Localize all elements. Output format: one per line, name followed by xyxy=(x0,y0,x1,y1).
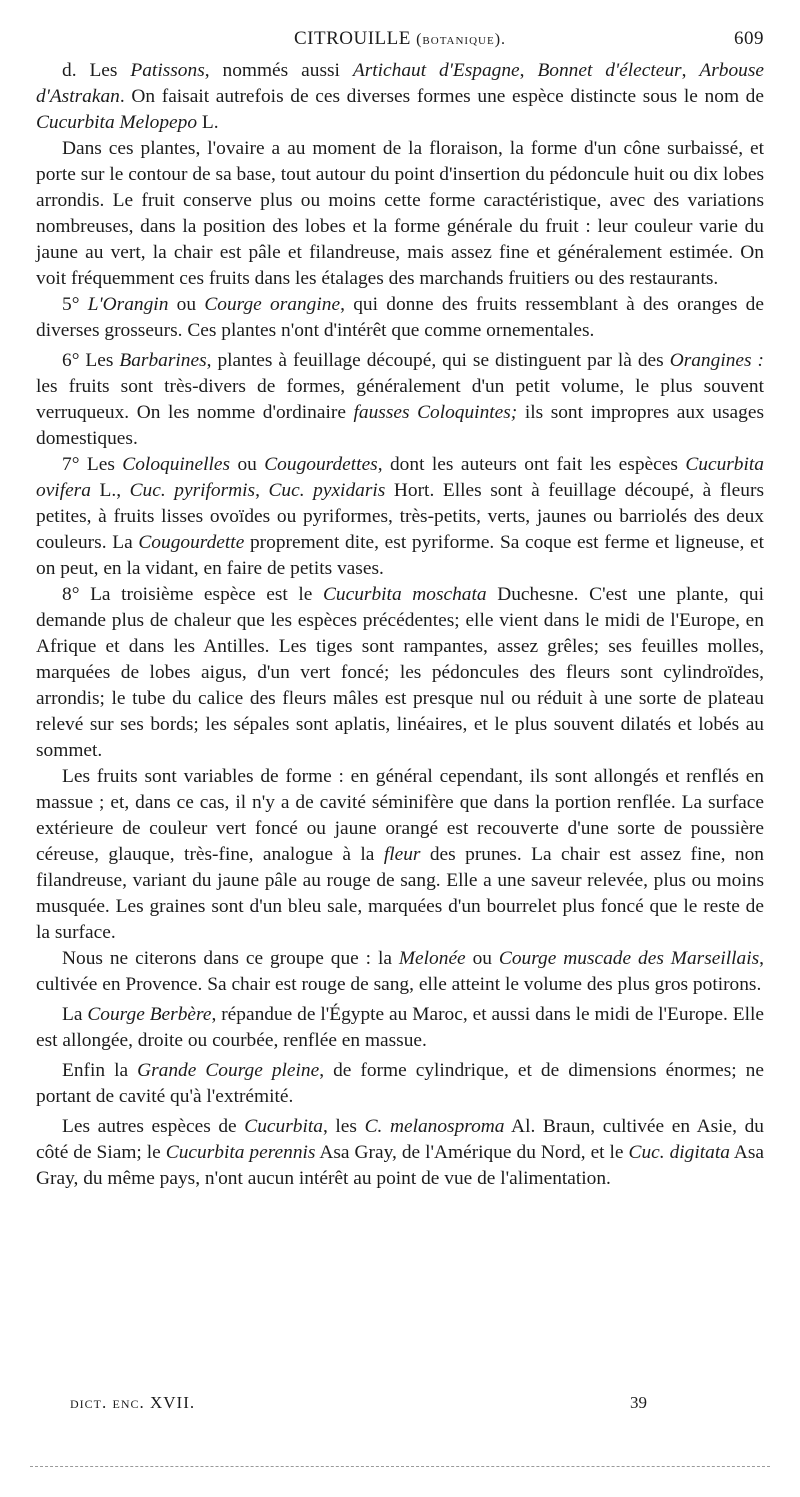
italic-term: Cougourdette xyxy=(138,532,245,553)
text-run: , dont les auteurs ont fait les espèces xyxy=(377,454,686,475)
text-run: Asa Gray, de l'Amérique du Nord, et le xyxy=(315,1142,629,1163)
text-run: Hort. Elles sont à feuillage découpé, à fleurs petites, à fruits lisses ovoïdes ou pyriformes, très-petits, verts, jaunes ou barriolés des deux couleurs. La xyxy=(36,480,764,553)
text-run: Nous ne citerons dans ce groupe que : la xyxy=(62,948,399,969)
text-run: , plantes à feuillage découpé, qui se distinguent par là des xyxy=(206,350,670,371)
italic-term: Courge muscade des Marseillais xyxy=(498,948,760,969)
paragraph-courge-berbere xyxy=(36,1002,764,1054)
signature-mark: dict. enc. XVII. xyxy=(70,1393,196,1412)
text-run: 7° Les xyxy=(62,454,123,475)
paragraph-autres-especes xyxy=(36,1114,764,1192)
text-run: La xyxy=(62,1004,88,1025)
paragraph-d-patissons xyxy=(36,58,764,136)
header-subtitle: (botanique). xyxy=(416,31,507,48)
header-title: CITROUILLE xyxy=(293,28,411,49)
italic-term: Bonnet d'électeur xyxy=(537,60,682,81)
page-number: 609 xyxy=(734,28,764,49)
text-run: L., xyxy=(90,480,130,501)
text-run: ou xyxy=(465,948,499,969)
text-run: Asa Gray, du même pays, n'ont aucun intérêt au point de vue de l'alimentation. xyxy=(36,1142,765,1189)
text-run: les fruits sont très-divers de formes, généralement d'un petit volume, le plus souvent verruqueux. On les nomme d'ordinaire xyxy=(36,376,764,423)
text-run: ils sont impropres aux usages domestiques. xyxy=(36,402,764,449)
text-run: , xyxy=(681,60,700,81)
italic-term: Cucurbita Melopepo xyxy=(36,112,198,133)
text-run: . On faisait autrefois de ces diverses formes une espèce distincte sous le nom de xyxy=(119,86,764,107)
italic-term: Orangines : xyxy=(669,350,764,371)
running-head xyxy=(36,28,764,58)
paragraph-6-barbarines xyxy=(36,348,764,452)
italic-term: fleur xyxy=(383,844,421,865)
paragraph-8-moschata xyxy=(36,582,764,764)
italic-term: Grande Courge pleine xyxy=(137,1060,320,1081)
italic-term: Cucurbita moschata xyxy=(323,584,487,605)
italic-term: C. melanosproma xyxy=(364,1116,505,1137)
text-run: ou xyxy=(168,294,205,315)
italic-term: Barbarines xyxy=(119,350,207,371)
text-run: , de forme cylindrique, et de dimensions énormes; ne portant de cavité qu'à l'extrémité. xyxy=(36,1060,764,1107)
paragraph-melonee xyxy=(36,946,764,998)
paragraph-grande-courge xyxy=(36,1058,764,1110)
text-run: proprement dite, est pyriforme. Sa coque est ferme et ligneuse, et on peut, en la vidant, en faire de petits vases. xyxy=(36,532,764,579)
bottom-edge-rule xyxy=(30,1466,770,1467)
page-footer xyxy=(70,1393,690,1419)
paragraph-patissons-description xyxy=(36,136,764,292)
italic-term: Patissons xyxy=(130,60,205,81)
italic-term: fausses Coloquintes; xyxy=(353,402,518,423)
italic-term: Melonée xyxy=(398,948,466,969)
page xyxy=(36,28,764,1192)
italic-term: Cuc. pyxidaris xyxy=(268,480,386,501)
italic-term: Cucurbita ovifera xyxy=(36,454,764,501)
text-run: Enfin la xyxy=(62,1060,138,1081)
text-run: , les xyxy=(322,1116,365,1137)
text-run: , qui donne des fruits ressemblant à des oranges de diverses grosseurs. Ces plantes n'ont d'intérêt que comme ornementales. xyxy=(36,294,764,341)
italic-term: Artichaut d'Espagne xyxy=(352,60,520,81)
text-run: , répandue de l'Égypte au Maroc, et aussi dans le midi de l'Europe. Elle est allongée, droite ou courbée, renflée en massue. xyxy=(36,1004,765,1051)
text-run: Dans ces plantes, l'ovaire a au moment de la floraison, la forme d'un cône surbaissé, et porte sur le contour de sa base, tout autour du point d'insertion du pédoncule huit ou dix lobes arrondis. Le fruit conserve plus ou moins cette forme caractéristique, avec des variations nombreuses, dans la position des lobes et la forme générale du fruit : leur couleur varie du jaune au vert, la chair est pâle et filandreuse, mais assez fine et généralement estimée. On voit fréquemment ces fruits dans les étalages des marchands fruitiers ou des restaurants. xyxy=(36,138,764,289)
text-run: Duchesne. C'est une plante, qui demande plus de chaleur que les espèces précédentes; elle vient dans le midi de l'Europe, en Afrique et dans les Antilles. Les tiges sont rampantes, assez grêles; ses feuilles molles, marquées de lobes aigus, d'un vert foncé; les pédoncules des fleurs sont cylindroïdes, arrondis; le tube du calice des fleurs mâles est presque nul ou réduit à une sorte de plateau relevé sur ses bords; les sépales sont aplatis, linéaires, et le plus souvent dilatés et lobés au sommet. xyxy=(36,584,764,761)
italic-term: L'Orangin xyxy=(87,294,169,315)
text-run: des prunes. La chair est assez fine, non filandreuse, variant du jaune pâle au rouge de sang. Elle a une saveur relevée, plus ou moins musquée. Les graines sont d'un bleu sale, marquées d'un bourrelet plus foncé que le reste de la surface. xyxy=(36,844,764,943)
text-run: ou xyxy=(230,454,265,475)
text-run: , xyxy=(519,60,538,81)
italic-term: Courge orangine xyxy=(204,294,341,315)
italic-term: Cuc. digitata xyxy=(628,1142,730,1163)
text-run: , cultivée en Provence. Sa chair est rouge de sang, elle atteint le volume des plus gros potirons. xyxy=(36,948,764,995)
text-run: Les autres espèces de xyxy=(62,1116,245,1137)
italic-term: Cougourdettes xyxy=(264,454,378,475)
text-run: 6° Les xyxy=(62,350,120,371)
italic-term: Cucurbita perennis xyxy=(165,1142,316,1163)
article-body xyxy=(36,58,764,1192)
italic-term: Courge Berbère xyxy=(87,1004,212,1025)
text-run: 8° La troisième espèce est le xyxy=(62,584,323,605)
text-run: d. Les xyxy=(62,60,131,81)
italic-term: Cucurbita xyxy=(244,1116,323,1137)
running-title xyxy=(36,28,764,50)
text-run: L. xyxy=(197,112,219,133)
text-run: Les fruits sont variables de forme : en général cependant, ils sont allongés et renflés en massue ; et, dans ce cas, il n'y a de cavité séminifère que dans la portion renflée. La surface extérieure de couleur vert foncé ou jaune orangé est recouverte d'une sorte de poussière céreuse, glauque, très-fine, analogue à la xyxy=(36,766,764,865)
paragraph-5-orangin xyxy=(36,292,764,344)
italic-term: Coloquinelles xyxy=(122,454,231,475)
text-run: , nommés aussi xyxy=(204,60,353,81)
italic-term: Arbouse d'Astrakan xyxy=(36,60,764,107)
paragraph-fruits xyxy=(36,764,764,946)
paragraph-7-coloquinelles xyxy=(36,452,764,582)
text-run: Al. Braun, cultivée en Asie, du côté de Siam; le xyxy=(36,1116,764,1163)
sheet-number: 39 xyxy=(630,1393,647,1412)
text-run: , xyxy=(255,480,269,501)
text-run: 5° xyxy=(62,294,88,315)
italic-term: Cuc. pyriformis xyxy=(129,480,256,501)
